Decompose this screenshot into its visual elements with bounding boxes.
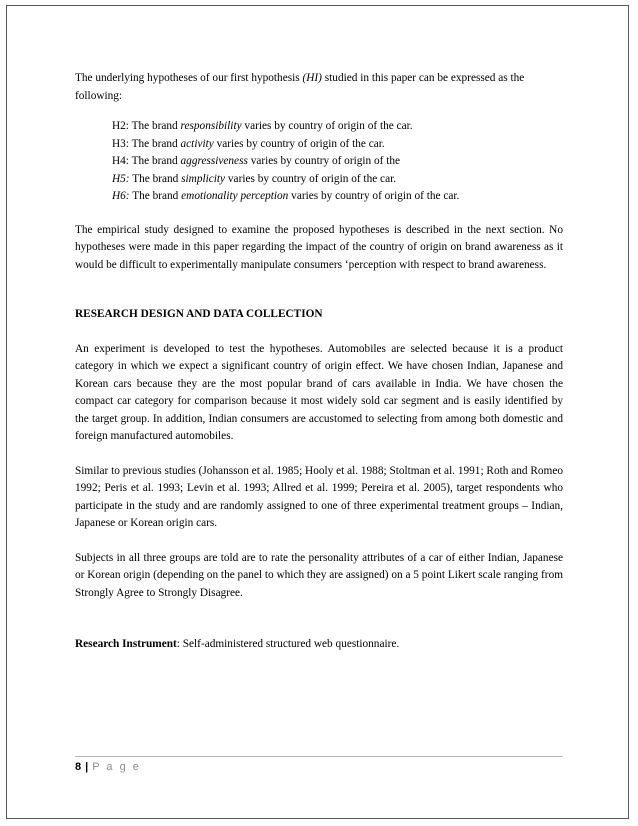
- paragraph-subjects: Subjects in all three groups are told are to rate the personality attributes of a car of either Indian, Japanese or Korean origin (depending on the panel to which they are assigned) on a 5 point Likert scale ranging from Strongly Agree to Strongly Disagree.: [75, 551, 563, 599]
- paragraph-experiment: An experiment is developed to test the hypotheses. Automobiles are selected because it is a product category in which we expect a significant country of origin effect. We have chosen Indian, Japanese and Korean cars because they are the most popular brand of cars available in India. We have chosen the compact car category for comparison because it most widely sold car segment and is easily identified by the target group. In addition, Indian consumers are accustomed to selecting from among both domestic and foreign manufactured automobiles.: [75, 342, 563, 442]
- footer-separator: |: [85, 761, 89, 773]
- hypothesis-h3: H3: The brand activity varies by country of origin of the car.: [112, 137, 385, 150]
- hypothesis-h4: H4: The brand aggressiveness varies by country of origin of the: [112, 155, 401, 167]
- document-body: [75, 70, 563, 654]
- research-instrument: Research Instrument: Self-administered structured web questionnaire.: [75, 638, 400, 650]
- hypothesis-h2: H2: The brand responsibility varies by country of origin of the car.: [112, 120, 413, 132]
- page-footer: [75, 761, 141, 773]
- page-label: P a g e: [92, 761, 141, 773]
- hypothesis-h5: H5: The brand simplicity varies by country of origin of the car.: [112, 172, 397, 185]
- page-number: 8: [75, 761, 82, 773]
- hypothesis-ref: (HI): [302, 72, 322, 84]
- section-heading: RESEARCH DESIGN AND DATA COLLECTION: [75, 308, 323, 320]
- paragraph-previous-studies: Similar to previous studies (Johansson et al. 1985; Hooly et al. 1988; Stoltman et al. 1991; Roth and Romeo 1992; Peris et al. 1993; Levin et al. 1993; Allred et al. 1999; Pereira et al. 2005), target respondents who participate in the study and are randomly assigned to one of three experimental treatment groups – Indian, Japanese or Korean origin cars.: [75, 464, 563, 529]
- hypotheses-list: [112, 118, 563, 206]
- paragraph-empirical-study: The empirical study designed to examine the proposed hypotheses is described in the next section. No hypotheses were made in this paper regarding the impact of the country of origin on brand awareness as it would be difficult to experimentally manipulate consumers ‘perception with respect to brand awareness.: [75, 223, 563, 271]
- footer-divider: [75, 756, 563, 757]
- hypotheses-intro: The underlying hypotheses of our first hypothesis (HI) studied in this paper can be expressed as the following:: [75, 72, 525, 102]
- hypothesis-h6: H6: The brand emotionality perception varies by country of origin of the car.: [112, 190, 460, 202]
